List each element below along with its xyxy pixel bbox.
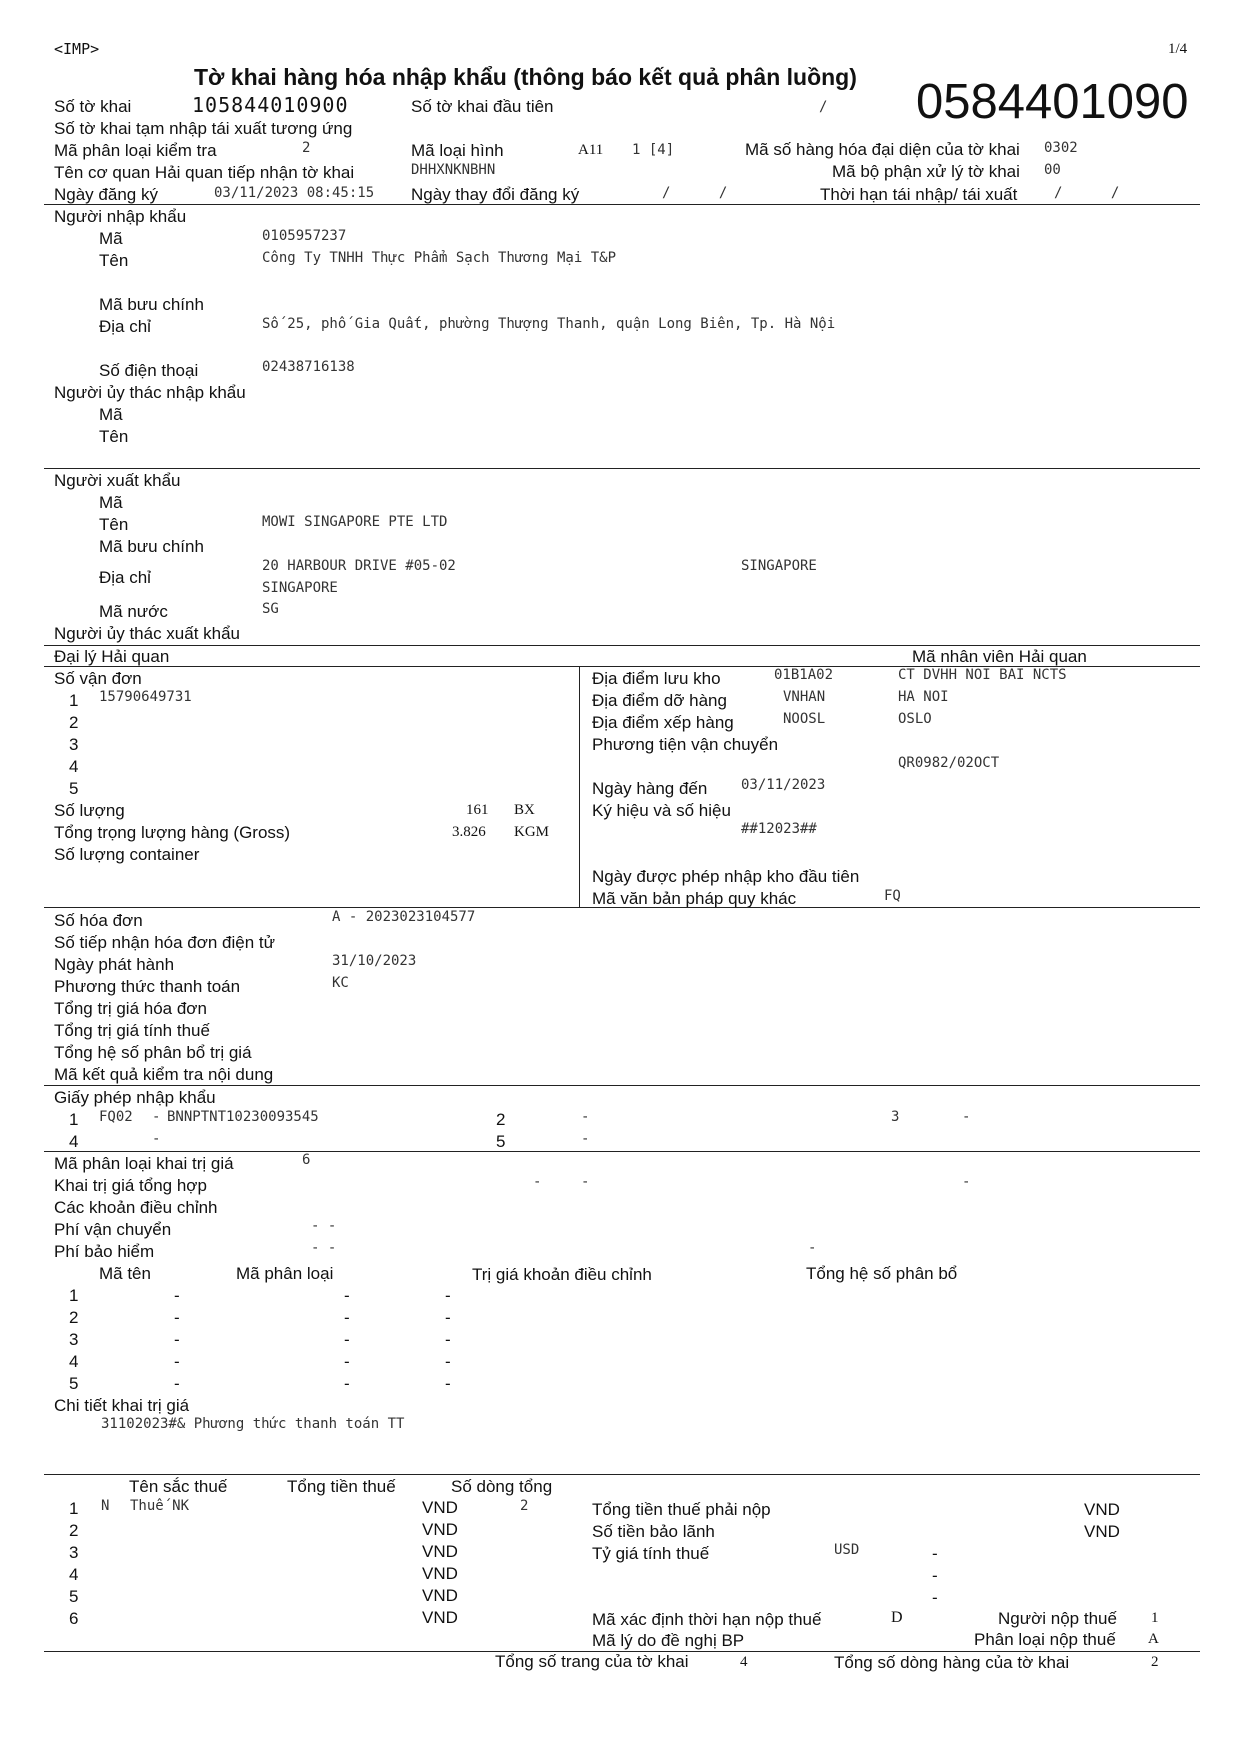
label-trustor-code: Mã: [99, 405, 123, 424]
tax-row-number: 4: [69, 1565, 79, 1584]
valuation-summary-dash: -: [962, 1174, 971, 1190]
license-row-number: 3: [891, 1109, 900, 1125]
insurance-value: - -: [311, 1240, 337, 1256]
label-loai-hinh: Mã loại hình: [411, 141, 504, 160]
label-import-license: Giấy phép nhập khẩu: [54, 1088, 216, 1107]
license-1-number: BNNPTNT10230093545: [167, 1109, 319, 1125]
license-row-number: 1: [69, 1110, 79, 1129]
label-marks: Ký hiệu và số hiệu: [592, 801, 731, 820]
label-check-result: Mã kết quả kiểm tra nội dung: [54, 1065, 274, 1084]
label-importer-trustor: Người ủy thác nhập khẩu: [54, 383, 246, 402]
loai-hinh-value: A11: [578, 142, 604, 158]
quantity-unit: BX: [514, 802, 535, 818]
dau-tien-value: /: [819, 99, 828, 115]
col-header-tax-name: Tên sắc thuế: [129, 1477, 228, 1496]
divider: [44, 1085, 1200, 1086]
label-issue-date: Ngày phát hành: [54, 955, 175, 974]
adjust-row-dash: -: [174, 1330, 180, 1349]
taxpayer-value: 1: [1151, 1610, 1159, 1626]
label-ngay-dang-ky: Ngày đăng ký: [54, 185, 158, 204]
exporter-address-line2: SINGAPORE: [262, 580, 338, 596]
label-e-invoice: Số tiếp nhận hóa đơn điện tử: [54, 933, 276, 952]
so-to-khai-value: 105844010900: [192, 93, 349, 117]
exchange-rate-dash: -: [932, 1588, 938, 1607]
exchange-rate-dash: -: [932, 1566, 938, 1585]
exporter-section-title: Người xuất khẩu: [54, 471, 181, 490]
importer-code: 0105957237: [262, 228, 347, 244]
exporter-address-country: SINGAPORE: [741, 558, 817, 574]
label-total-pages: Tổng số trang của tờ khai: [495, 1652, 689, 1671]
page-number: 1/4: [1168, 41, 1188, 57]
col-header-adjust-value: Trị giá khoản điều chỉnh: [472, 1265, 652, 1284]
label-exporter-address: Địa chỉ: [99, 568, 151, 587]
unloading-place-code: VNHAN: [783, 689, 826, 705]
thoi-han-value: / /: [1054, 185, 1120, 201]
form-code: <IMP>: [54, 40, 100, 58]
label-freight: Phí vận chuyển: [54, 1220, 172, 1239]
label-exporter-country: Mã nước: [99, 602, 168, 621]
insurance-dash: -: [808, 1240, 817, 1256]
divider: [44, 907, 1200, 908]
adjust-row-dash: -: [174, 1308, 180, 1327]
adjust-row-dash: -: [344, 1286, 350, 1305]
valuation-type-value: 6: [302, 1152, 311, 1168]
tax-row-number: 1: [69, 1499, 79, 1518]
adjust-row-number: 4: [69, 1352, 79, 1371]
license-row-number: 5: [496, 1132, 506, 1151]
valuation-summary-dash: -: [533, 1174, 542, 1190]
tax-payable-currency: VND: [1084, 1500, 1120, 1519]
unloading-place-name: HA NOI: [898, 689, 949, 705]
label-bill-of-lading: Số vận đơn: [54, 669, 142, 688]
label-adjustments: Các khoản điều chỉnh: [54, 1198, 218, 1217]
label-payment-method: Phương thức thanh toán: [54, 977, 241, 996]
adjust-row-dash: -: [445, 1352, 451, 1371]
label-first-warehouse-date: Ngày được phép nhập kho đầu tiên: [592, 867, 860, 886]
exchange-rate-currency: USD: [834, 1542, 860, 1558]
tax-row-line-count: 2: [520, 1498, 529, 1514]
exporter-country: SG: [262, 601, 279, 617]
importer-phone: 02438716138: [262, 359, 355, 375]
label-reason-code: Mã lý do đề nghị BP: [592, 1631, 745, 1650]
importer-name: Công Ty TNHH Thực Phẩm Sạch Thương Mại T&P: [262, 250, 617, 266]
adjust-row-dash: -: [174, 1286, 180, 1305]
tax-row-number: 2: [69, 1521, 79, 1540]
guarantee-currency: VND: [1084, 1522, 1120, 1541]
license-4-value: -: [152, 1131, 161, 1147]
label-arrival-date: Ngày hàng đến: [592, 779, 708, 798]
ngay-dang-ky-value: 03/11/2023 08:45:15: [214, 185, 375, 201]
tax-row-currency: VND: [422, 1608, 458, 1627]
tax-row-currency: VND: [422, 1586, 458, 1605]
label-importer-postal: Mã bưu chính: [99, 295, 204, 314]
label-container-count: Số lượng container: [54, 845, 200, 864]
tax-row-currency: VND: [422, 1498, 458, 1517]
label-tax-payment-type: Phân loại nộp thuế: [974, 1630, 1116, 1649]
label-other-legal-doc: Mã văn bản pháp quy khác: [592, 889, 797, 908]
license-1-code: FQ02: [99, 1109, 133, 1125]
storage-place-name: CT DVHH NOI BAI NCTS: [898, 667, 1067, 683]
divider: [44, 468, 1200, 469]
adjust-row-dash: -: [445, 1286, 451, 1305]
ngay-thay-doi-value: / /: [662, 185, 728, 201]
total-lines: 2: [1151, 1654, 1159, 1670]
label-invoice-total: Tổng trị giá hóa đơn: [54, 999, 207, 1018]
col-header-line-count: Số dòng tổng: [451, 1477, 553, 1496]
bl-row-number: 1: [69, 691, 79, 710]
label-unloading-place: Địa điểm dỡ hàng: [592, 691, 727, 710]
label-importer-phone: Số điện thoại: [99, 361, 199, 380]
label-thoi-han: Thời hạn tái nhập/ tái xuất: [820, 185, 1018, 204]
label-tam-nhap: Số tờ khai tạm nhập tái xuất tương ứng: [54, 119, 353, 138]
license-1-dash: -: [152, 1109, 161, 1125]
tax-payment-type-value: A: [1148, 1631, 1159, 1647]
phan-loai-kiem-tra-value: 2: [302, 140, 311, 156]
adjust-row-dash: -: [344, 1374, 350, 1393]
adjust-row-dash: -: [344, 1330, 350, 1349]
bl-row-number: 5: [69, 779, 79, 798]
label-insurance: Phí bảo hiểm: [54, 1242, 155, 1261]
label-trustor-name: Tên: [99, 427, 129, 446]
other-legal-doc-value: FQ: [884, 888, 901, 904]
adjust-row-dash: -: [174, 1352, 180, 1371]
label-ngay-thay-doi: Ngày thay đổi đăng ký: [411, 185, 580, 204]
marks-value: ##12023##: [741, 821, 817, 837]
license-3-value: -: [962, 1109, 971, 1125]
co-quan-value: DHHXNKNBHN: [411, 162, 496, 178]
label-guarantee: Số tiền bảo lãnh: [592, 1522, 715, 1541]
label-so-to-khai: Số tờ khai: [54, 97, 132, 116]
license-row-number: 2: [496, 1110, 506, 1129]
total-pages: 4: [740, 1654, 748, 1670]
label-tax-deadline: Mã xác định thời hạn nộp thuế: [592, 1610, 822, 1629]
column-divider: [579, 666, 580, 907]
label-invoice-number: Số hóa đơn: [54, 911, 143, 930]
arrival-date: 03/11/2023: [741, 777, 826, 793]
col-header-category: Mã phân loại: [236, 1264, 334, 1283]
label-dau-tien: Số tờ khai đầu tiên: [411, 97, 554, 116]
label-importer-code: Mã: [99, 229, 123, 248]
adjust-row-dash: -: [174, 1374, 180, 1393]
quantity-value: 161: [466, 802, 489, 818]
label-importer-address: Địa chỉ: [99, 317, 151, 336]
invoice-number: A - 2023023104577: [332, 909, 476, 925]
loading-place-name: OSLO: [898, 711, 932, 727]
loai-hinh-extra: 1 [4]: [632, 142, 675, 158]
label-valuation-detail: Chi tiết khai trị giá: [54, 1396, 190, 1415]
adjust-row-dash: -: [344, 1352, 350, 1371]
bl-row-number: 3: [69, 735, 79, 754]
label-phan-loai-kiem-tra: Mã phân loại kiểm tra: [54, 141, 217, 160]
ma-so-hh-value: 0302: [1044, 140, 1078, 156]
transport-vehicle: QR0982/02OCT: [898, 755, 1000, 771]
tax-row-number: 5: [69, 1587, 79, 1606]
label-valuation-type: Mã phân loại khai trị giá: [54, 1154, 234, 1173]
divider: [44, 1474, 1200, 1475]
gross-weight-unit: KGM: [514, 824, 550, 840]
adjust-row-dash: -: [445, 1374, 451, 1393]
valuation-detail: 31102023#& Phương thức thanh toán TT: [101, 1416, 405, 1432]
adjust-row-dash: -: [445, 1330, 451, 1349]
license-5-value: -: [581, 1131, 590, 1147]
importer-address: Số 25, phố Gia Quất, phường Thượng Thanh, quận Long Biên, Tp. Hà Nội: [262, 316, 836, 332]
adjust-row-number: 1: [69, 1286, 79, 1305]
label-ma-so-hh: Mã số hàng hóa đại diện của tờ khai: [745, 140, 1020, 159]
tax-row-number: 3: [69, 1543, 79, 1562]
label-exchange-rate: Tỷ giá tính thuế: [592, 1544, 710, 1563]
label-customs-agent: Đại lý Hải quan: [54, 647, 170, 666]
col-header-tax-total: Tổng tiền thuế: [287, 1477, 396, 1496]
tax-row-currency: VND: [422, 1542, 458, 1561]
label-allocation-coef: Tổng hệ số phân bổ trị giá: [54, 1043, 252, 1062]
bill-of-lading-1: 15790649731: [99, 689, 192, 705]
importer-section-title: Người nhập khẩu: [54, 207, 187, 226]
divider: [44, 645, 1200, 646]
tax-deadline-value: D: [891, 1609, 903, 1626]
adjust-row-number: 2: [69, 1308, 79, 1327]
page-title: Tờ khai hàng hóa nhập khẩu (thông báo kết quả phân luồng): [194, 64, 857, 90]
tax-row-currency: VND: [422, 1520, 458, 1539]
label-transport-vehicle: Phương tiện vận chuyển: [592, 735, 779, 754]
label-taxable-total: Tổng trị giá tính thuế: [54, 1021, 210, 1040]
label-customs-officer: Mã nhân viên Hải quan: [912, 647, 1087, 666]
label-taxpayer: Người nộp thuế: [998, 1609, 1117, 1628]
license-2-value: -: [581, 1109, 590, 1125]
tax-row-name: Thuế NK: [130, 1498, 190, 1514]
label-bo-phan: Mã bộ phận xử lý tờ khai: [832, 162, 1020, 181]
label-gross-weight: Tổng trọng lượng hàng (Gross): [54, 823, 291, 842]
bl-row-number: 2: [69, 713, 79, 732]
label-exporter-trustor: Người ủy thác xuất khẩu: [54, 624, 241, 643]
declaration-big-number: 0584401090: [916, 75, 1189, 129]
adjust-row-dash: -: [445, 1308, 451, 1327]
valuation-summary-dash: -: [581, 1174, 590, 1190]
bo-phan-value: 00: [1044, 162, 1061, 178]
exporter-address-line1: 20 HARBOUR DRIVE #05-02: [262, 558, 456, 574]
freight-value: - -: [311, 1218, 337, 1234]
label-total-lines: Tổng số dòng hàng của tờ khai: [834, 1653, 1070, 1672]
adjust-row-dash: -: [344, 1308, 350, 1327]
adjust-row-number: 5: [69, 1374, 79, 1393]
col-header-coefficient: Tổng hệ số phân bổ: [806, 1264, 958, 1283]
label-exporter-name: Tên: [99, 515, 129, 534]
tax-row-currency: VND: [422, 1564, 458, 1583]
storage-place-code: 01B1A02: [774, 667, 834, 683]
adjust-row-number: 3: [69, 1330, 79, 1349]
label-exporter-postal: Mã bưu chính: [99, 537, 204, 556]
bl-row-number: 4: [69, 757, 79, 776]
label-loading-place: Địa điểm xếp hàng: [592, 713, 734, 732]
tax-row-number: 6: [69, 1609, 79, 1628]
exporter-name: MOWI SINGAPORE PTE LTD: [262, 514, 448, 530]
divider: [44, 204, 1200, 205]
gross-weight-value: 3.826: [452, 824, 486, 840]
payment-method: KC: [332, 975, 349, 991]
label-tax-payable: Tổng tiền thuế phải nộp: [592, 1500, 771, 1519]
issue-date: 31/10/2023: [332, 953, 417, 969]
label-exporter-code: Mã: [99, 493, 123, 512]
label-quantity: Số lượng: [54, 801, 125, 820]
loading-place-code: NOOSL: [783, 711, 826, 727]
label-valuation-summary: Khai trị giá tổng hợp: [54, 1176, 207, 1195]
divider: [44, 1151, 1200, 1152]
tax-row-code: N: [101, 1498, 110, 1514]
label-importer-name: Tên: [99, 251, 129, 270]
label-co-quan: Tên cơ quan Hải quan tiếp nhận tờ khai: [54, 163, 355, 182]
license-row-number: 4: [69, 1132, 79, 1151]
col-header-code-name: Mã tên: [99, 1264, 151, 1283]
label-storage-place: Địa điểm lưu kho: [592, 669, 721, 688]
exchange-rate-dash: -: [932, 1544, 938, 1563]
